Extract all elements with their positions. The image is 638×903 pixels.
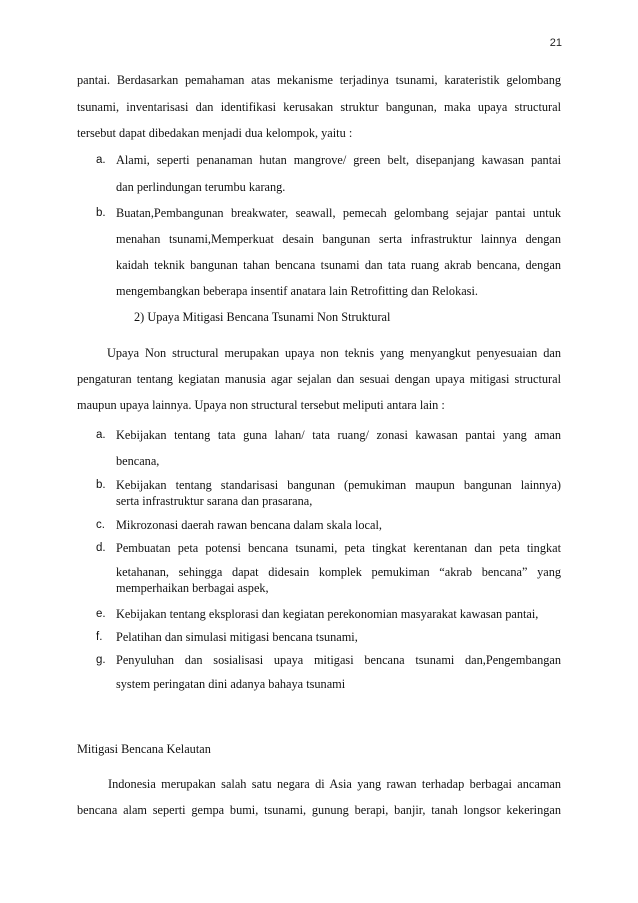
list-marker: g.	[96, 654, 106, 666]
intro-line-1: pantai. Berdasarkan pemahaman atas mekanisme terjadinya tsunami, karateristik gelombang	[77, 73, 561, 87]
list-item-line: serta infrastruktur sarana dan prasarana,	[116, 494, 313, 508]
list-item-line: ketahanan, sehingga dapat didesain komplek pemukiman “akrab bencana” yang	[116, 565, 561, 579]
list-item-line: Penyuluhan dan sosialisasi upaya mitigasi bencana tsunami dan,Pengembangan	[116, 653, 561, 667]
list-item-line: kaidah teknik bangunan tahan bencana tsunami dan tata ruang akrab bencana, dengan	[116, 258, 561, 272]
page-number: 21	[549, 37, 562, 49]
closing-line-2: bencana alam seperti gempa bumi, tsunami, gunung berapi, banjir, tanah longsor kekeringan	[77, 803, 561, 817]
list-marker: e.	[96, 608, 106, 620]
nonstruct-line-3: maupun upaya lainnya. Upaya non structural tersebut meliputi antara lain :	[77, 398, 445, 412]
list-marker: c.	[96, 519, 105, 531]
list-item-line: Kebijakan tentang tata guna lahan/ tata ruang/ zonasi kawasan pantai yang aman	[116, 428, 561, 442]
list-item-line: bencana,	[116, 454, 160, 468]
list-item-line: dan perlindungan terumbu karang.	[116, 180, 286, 194]
intro-line-3: tersebut dapat dibedakan menjadi dua kelompok, yaitu :	[77, 126, 353, 140]
list-item-line: Pembuatan peta potensi bencana tsunami, peta tingkat kerentanan dan peta tingkat	[116, 541, 561, 555]
section-heading: Mitigasi Bencana Kelautan	[77, 742, 211, 756]
list-item-line: mengembangkan beberapa insentif anatara lain Retrofitting dan Relokasi.	[116, 284, 478, 298]
list-item-line: system peringatan dini adanya bahaya tsunami	[116, 677, 346, 691]
list-item-line: memperhaikan berbagai aspek,	[116, 581, 269, 595]
subheading: 2) Upaya Mitigasi Bencana Tsunami Non Struktural	[134, 310, 391, 324]
list-marker: d.	[96, 542, 106, 554]
list-item-line: Buatan,Pembangunan breakwater, seawall, pemecah gelombang sejajar pantai untuk	[116, 206, 561, 220]
list-marker: b.	[96, 207, 106, 219]
list-item-line: Mikrozonasi daerah rawan bencana dalam skala local,	[116, 518, 382, 532]
list-item-line: Pelatihan dan simulasi mitigasi bencana tsunami,	[116, 630, 358, 644]
list-item-line: Kebijakan tentang standarisasi bangunan (pemukiman maupun bangunan lainnya)	[116, 478, 561, 492]
list-item-line: menahan tsunami,Memperkuat desain bangunan serta infrastruktur lainnya dengan	[116, 232, 561, 246]
list-marker: a.	[96, 154, 106, 166]
list-marker: a.	[96, 429, 106, 441]
list-item-line: Alami, seperti penanaman hutan mangrove/ green belt, disepanjang kawasan pantai	[116, 153, 561, 167]
closing-line-1: Indonesia merupakan salah satu negara di Asia yang rawan terhadap berbagai ancaman	[108, 777, 561, 791]
list-marker: f.	[96, 631, 103, 643]
intro-line-2: tsunami, inventarisasi dan identifikasi kerusakan struktur bangunan, maka upaya structural	[77, 100, 561, 114]
nonstruct-line-2: pengaturan tentang kegiatan manusia agar sejalan dan sesuai dengan upaya mitigasi structural	[77, 372, 561, 386]
list-marker: b.	[96, 479, 106, 491]
list-item-line: Kebijakan tentang eksplorasi dan kegiatan perekonomian masyarakat kawasan pantai,	[116, 607, 539, 621]
nonstruct-line-1: Upaya Non structural merupakan upaya non teknis yang menyangkut penyesuaian dan	[107, 346, 561, 360]
